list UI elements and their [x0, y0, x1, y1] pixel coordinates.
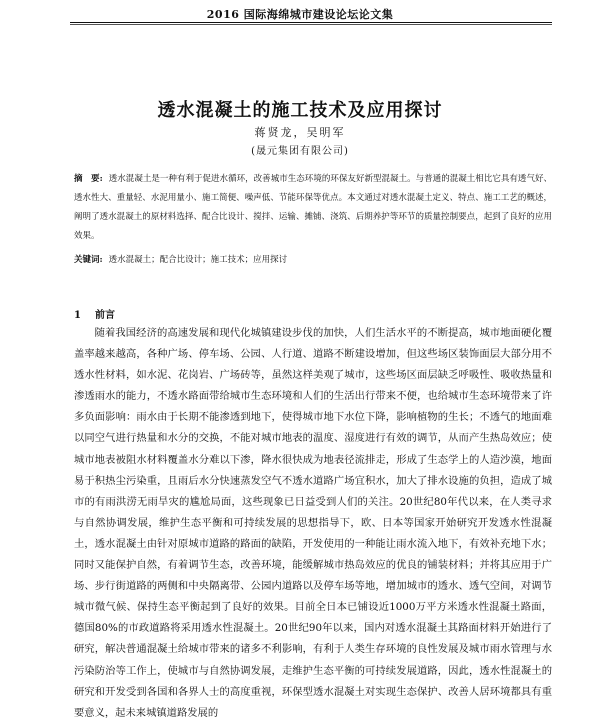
header-rule: [70, 22, 552, 23]
paper-authors: 蒋贤龙，吴明军: [254, 126, 346, 139]
abstract-text: 透水混凝土是一种有利于促进水循环，改善城市生态环境的环保友好新型混凝土。与普通的混凝土相比它具有透气好、透水性大、重量轻、水泥用量小、施工简便、噪声低、节能环保等优点。本文通过对透水混凝土定义、特点、施工工艺的概述，阐明了透水混凝土的原材料选择、配合比设计、搅拌、运输、摊铺、浇筑、后期养护等环节的质量控制要点，起到了良好的应用效果。: [74, 174, 552, 241]
section-heading: [74, 306, 115, 321]
abstract-label: 摘 要:: [74, 174, 103, 184]
keywords-label: 关键词:: [74, 255, 103, 265]
section-number: 1: [74, 310, 81, 321]
keywords-text: 透水混凝土；配合比设计；施工技术；应用探讨: [108, 255, 288, 265]
header-rule-secondary: [70, 24, 552, 25]
section-body-text: 随着我国经济的高速发展和现代化城镇建设步伐的加快，人们生活水平的不断提高，城市地面硬化覆盖率越来越高，各种广场、停车场、公园、人行道、道路不断建设增加，但这些场区装饰面层大部分用不透水性材料，如水泥、花岗岩、广场砖等，虽然这样美观了城市，这些场区面层缺乏呼吸性、吸收热量和渗透雨水的能力，不透水路面带给城市生态环境和人们的生活出行带来不便，也给城市生态环境带来了许多负面影响：雨水由于长期不能渗透到地下，使得城市地下水位下降，影响植物的生长；不透气的地面难以同空气进行热量和水分的交换，不能对城市地表的温度、湿度进行有效的调节，从而产生热岛效应；使城市地表被阻水材料覆盖水分难以下渗，降水很快成为地表径流排走，形成了生态学上的人造沙漠，地面易于积热尘污染重，且雨后水分快速蒸发空气不透水道路广场宜积水，加大了排水设施的负担，造成了城市的有雨洪涝无雨旱灾的尴尬局面，这些现象已日益受到人们的关注。20世纪80年代以来，在人类寻求与自然协调发展，维护生态平衡和可持续发展的思想指导下，欧、日本等国家开始研究开发透水性混凝土，透水混凝土由针对原城市道路的路面的缺陷，开发使用的一种能让雨水流入地下，有效补充地下水；同时又能保护自然，有着调节生态，改善环境，能缓解城市热岛效应的优良的铺装材料；并将其应用于广场、步行街道路的两侧和中央隔离带、公园内道路以及停车场等地，增加城市的透水、透气空间，对调节城市微气候、保持生态平衡起到了良好的效果。目前全日本已铺设近1000万平方米透水性混凝土路面，德国80%的市政道路将采用透水性混凝土。20世纪90年以来，国内对透水混凝土其路面材料开始进行了研究，解决普通混凝土给城市带来的诸多不利影响，有利于人类生存环境的良性发展及城市雨水管理与水污染防治等工作上，使城市与自然协调发展，走维护生态平衡的可持续发展道路，因此，透水性混凝土的研究和开发受到各国和各界人士的高度重视，环保型透水混凝土对实现生态保护、改善人居环境都具有重要意义，起未来城镇道路发展的: [74, 327, 552, 719]
section-title: 前言: [94, 310, 115, 321]
paper-affiliation: (晟元集团有限公司): [251, 146, 349, 157]
paper-title: 透水混凝土的施工技术及应用探讨: [157, 100, 443, 121]
abstract: [74, 170, 552, 246]
keywords: [74, 251, 552, 270]
running-header: 2016 国际海绵城市建设论坛论文集: [206, 8, 394, 21]
